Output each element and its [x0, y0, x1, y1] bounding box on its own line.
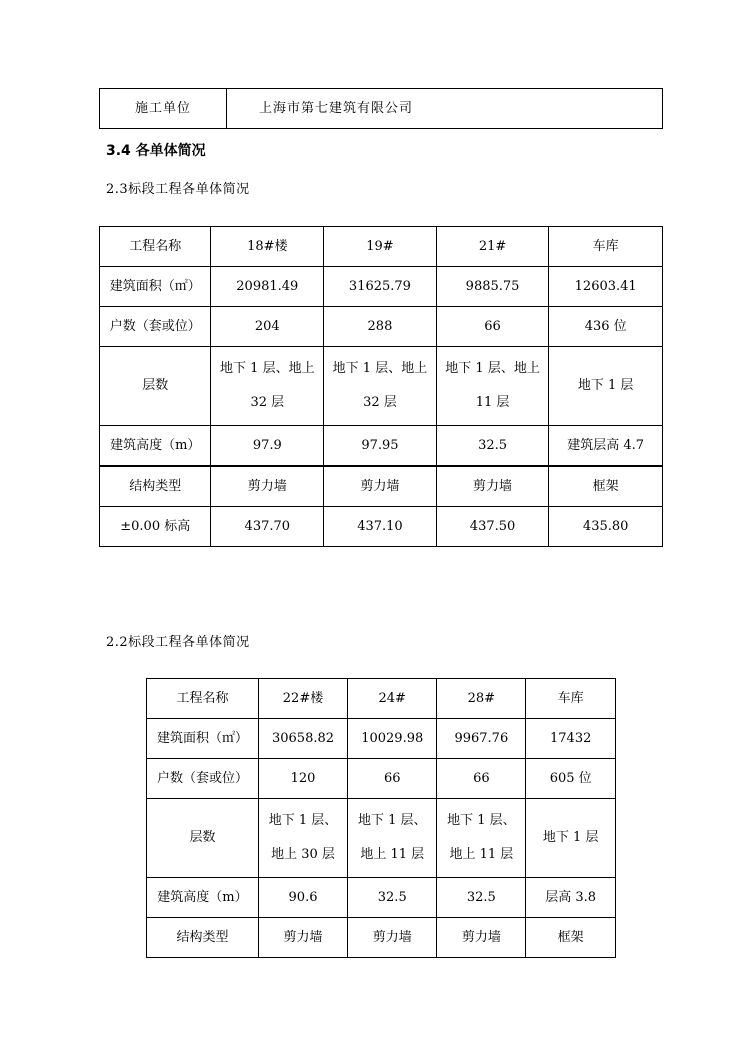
cell-line: 地下 1 层、 [357, 813, 427, 829]
table-cell: 剪力墙 [436, 466, 549, 507]
table-cell [324, 347, 437, 426]
table-cell: 9967.76 [437, 719, 526, 759]
cell-line: 地下 1 层、地上 [445, 361, 540, 377]
row-label: 户数（套或位） [100, 307, 211, 347]
table-cell [437, 799, 526, 878]
contractor-value: 上海市第七建筑有限公司 [227, 89, 663, 129]
table-cell: 97.95 [324, 426, 437, 467]
row-label: ±0.00 标高 [100, 507, 211, 547]
table-row [100, 307, 663, 347]
cell-line: 地下 1 层 [542, 830, 599, 846]
row-label: 结构类型 [100, 466, 211, 507]
table-cell: 66 [436, 307, 549, 347]
table-cell: 66 [348, 759, 437, 799]
cell-line: 地下 1 层、 [447, 813, 516, 829]
table-cell [526, 799, 616, 878]
table-row [147, 759, 616, 799]
table-cell: 30658.82 [258, 719, 347, 759]
table2 [146, 678, 616, 958]
table-cell: 剪力墙 [211, 466, 324, 507]
table-cell [436, 347, 549, 426]
table-row [100, 347, 663, 426]
table-cell: 20981.49 [211, 267, 324, 307]
cell-line: 地上 11 层 [449, 847, 514, 862]
table2-header-row [147, 679, 616, 719]
table1-header-cell: 车库 [549, 227, 663, 267]
cell-line: 地下 1 层、地上 [332, 361, 428, 377]
table-cell: 17432 [526, 719, 616, 759]
table-cell: 437.50 [436, 507, 549, 547]
table-cell: 31625.79 [324, 267, 437, 307]
table-row [147, 799, 616, 878]
table-cell: 97.9 [211, 426, 324, 467]
table-cell: 32.5 [348, 878, 437, 918]
table-cell: 层高 3.8 [526, 878, 616, 918]
table2-header-cell: 车库 [526, 679, 616, 719]
table-cell: 204 [211, 307, 324, 347]
cell-line: 32 层 [250, 395, 285, 410]
row-label: 户数（套或位） [147, 759, 259, 799]
table-cell: 435.80 [549, 507, 663, 547]
cell-line: 地上 30 层 [271, 847, 335, 862]
table-cell: 9885.75 [436, 267, 549, 307]
table-cell: 剪力墙 [258, 918, 347, 958]
table-row [147, 918, 616, 958]
cell-line: 地下 1 层、地上 [220, 361, 315, 377]
table-row [100, 426, 663, 467]
cell-line: 地上 11 层 [360, 847, 425, 862]
cell-line: 地下 1 层、 [268, 813, 338, 829]
row-label: 建筑面积（㎡） [147, 719, 259, 759]
table-row [100, 507, 663, 547]
table-cell: 12603.41 [549, 267, 663, 307]
row-label: 建筑高度（m） [100, 426, 211, 467]
table-cell: 框架 [526, 918, 616, 958]
table2-header-cell: 24# [348, 679, 437, 719]
table2-header-cell: 28# [437, 679, 526, 719]
table-cell: 剪力墙 [348, 918, 437, 958]
table2-header-cell: 工程名称 [147, 679, 259, 719]
table-cell: 10029.98 [348, 719, 437, 759]
table-cell [258, 799, 347, 878]
table-cell: 剪力墙 [324, 466, 437, 507]
table1-header-cell: 19# [324, 227, 437, 267]
table-row [100, 466, 663, 507]
contractor-label: 施工单位 [100, 89, 227, 129]
table-cell: 建筑层高 4.7 [549, 426, 663, 467]
table-cell: 剪力墙 [437, 918, 526, 958]
table-cell: 437.10 [324, 507, 437, 547]
table2-caption: 2.2标段工程各单体简况 [106, 635, 250, 650]
cell-line: 32 层 [363, 395, 397, 410]
table1 [99, 226, 663, 547]
table-row [147, 719, 616, 759]
table-cell: 288 [324, 307, 437, 347]
table-cell: 90.6 [258, 878, 347, 918]
cell-line: 地下 1 层 [577, 378, 634, 394]
cell-line: 11 层 [475, 395, 510, 410]
table1-header-cell: 工程名称 [100, 227, 211, 267]
row-label: 结构类型 [147, 918, 259, 958]
table-cell: 32.5 [437, 878, 526, 918]
table1-caption: 2.3标段工程各单体简况 [106, 182, 250, 197]
row-label: 层数 [100, 347, 211, 426]
table-cell: 框架 [549, 466, 663, 507]
table-cell [348, 799, 437, 878]
table-row [100, 267, 663, 307]
contractor-row [100, 89, 663, 129]
section-heading: 3.4 各单体简况 [106, 143, 206, 159]
table-cell: 437.70 [211, 507, 324, 547]
table1-header-row [100, 227, 663, 267]
table-cell: 120 [258, 759, 347, 799]
contractor-table [99, 88, 663, 129]
table-cell: 66 [437, 759, 526, 799]
table1-header-cell: 18#楼 [211, 227, 324, 267]
table-cell: 436 位 [549, 307, 663, 347]
table-cell [549, 347, 663, 426]
table2-header-cell: 22#楼 [258, 679, 347, 719]
table-cell: 32.5 [436, 426, 549, 467]
row-label: 层数 [147, 799, 259, 878]
row-label: 建筑高度（m） [147, 878, 259, 918]
row-label: 建筑面积（㎡） [100, 267, 211, 307]
table-cell [211, 347, 324, 426]
table1-header-cell: 21# [436, 227, 549, 267]
table-row [147, 878, 616, 918]
table-cell: 605 位 [526, 759, 616, 799]
